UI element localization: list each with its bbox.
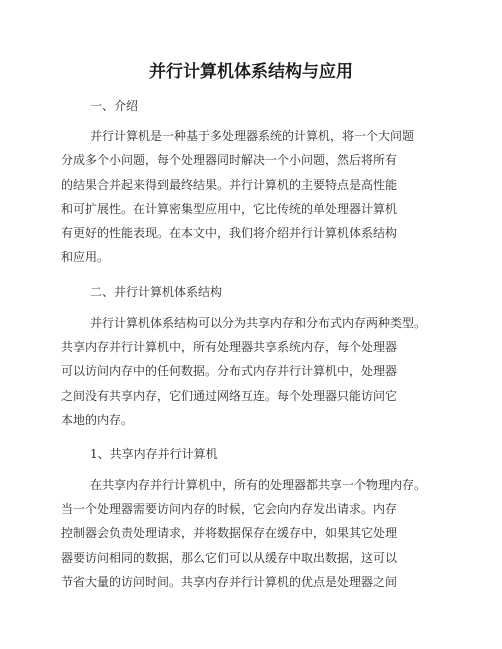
paragraph-line: 分成多个小问题，每个处理器同时解决一个小问题，然后将所有 — [61, 153, 398, 167]
paragraph-line: 共享内存并行计算机中，所有处理器共享系统内存，每个处理器 — [61, 340, 398, 354]
paragraph-line: 有更好的性能表现。在本文中，我们将介绍并行计算机体系结构 — [61, 226, 398, 240]
paragraph-line: 和应用。 — [61, 250, 110, 264]
paragraph-line: 可以访问内存中的任何数据。分布式内存并行计算机中，处理器 — [61, 364, 398, 378]
paragraph-line: 器要访问相同的数据，那么它们可以从缓存中取出数据，这可以 — [61, 551, 398, 565]
paragraph-line: 在共享内存并行计算机中，所有的处理器都共享一个物理内存。 — [90, 478, 427, 492]
paragraph-line: 的结果合并起来得到最终结果。并行计算机的主要特点是高性能 — [61, 178, 398, 192]
paragraph-line: 之间没有共享内存，它们通过网络互连。每个处理器只能访问它 — [61, 389, 398, 403]
paragraph-line: 控制器会负责处理请求，并将数据保存在缓存中，如果其它处理 — [61, 526, 398, 540]
paragraph-line: 当一个处理器需要访问内存的时候，它会向内存发出请求。内存 — [61, 502, 398, 516]
paragraph-line: 节省大量的访问时间。共享内存并行计算机的优点是处理器之间 — [61, 575, 398, 589]
subsection-heading: 1、共享内存并行计算机 — [90, 447, 218, 461]
paragraph-line: 和可扩展性。在计算密集型应用中，它比传统的单处理器计算机 — [61, 202, 398, 216]
section-heading: 一、介绍 — [90, 99, 139, 113]
paragraph-line: 并行计算机体系结构可以分为共享内存和分布式内存两种类型。 — [90, 316, 427, 330]
document-title: 并行计算机体系结构与应用 — [149, 62, 353, 82]
paragraph-line: 本地的内存。 — [61, 413, 134, 427]
section-heading: 二、并行计算机体系结构 — [90, 285, 223, 299]
paragraph-line: 并行计算机是一种基于多处理器系统的计算机，将一个大问题 — [90, 129, 415, 143]
